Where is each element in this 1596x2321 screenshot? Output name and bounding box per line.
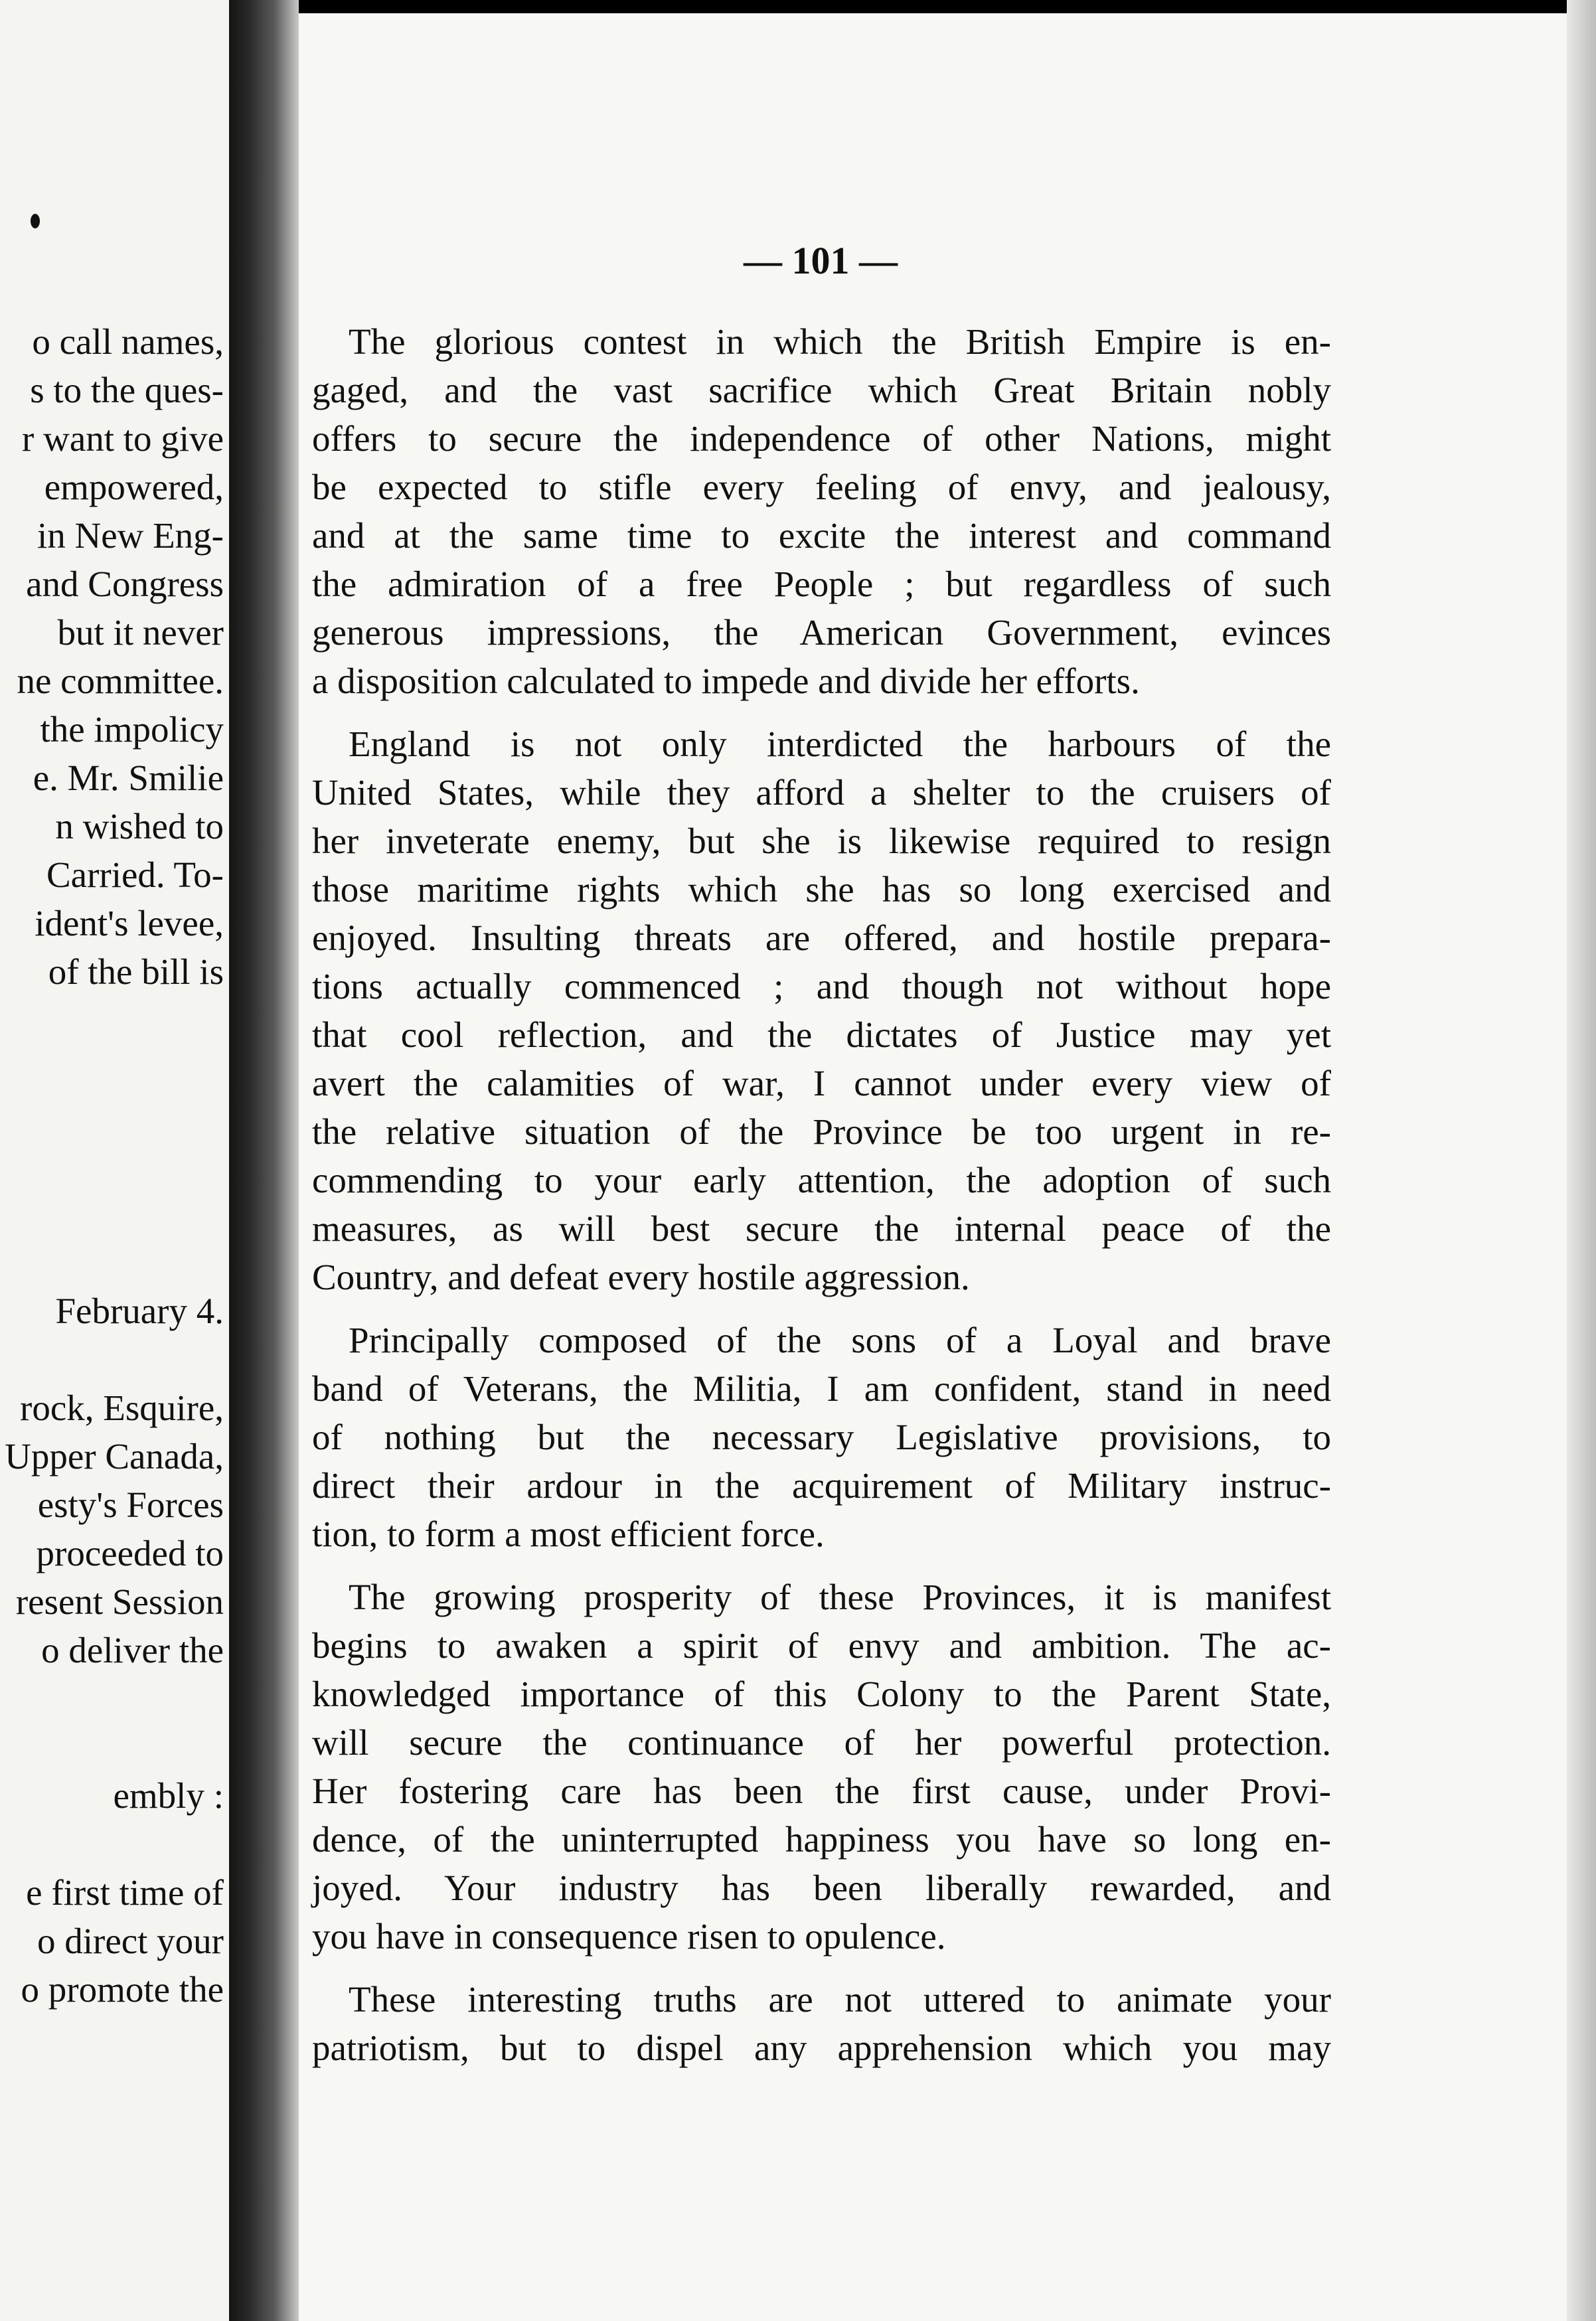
text-line: be expected to stifle every feeling of envy, and jealousy, bbox=[312, 467, 1331, 507]
left-page-line: o promote the bbox=[21, 1969, 224, 2010]
left-page-line: resent Session bbox=[15, 1581, 224, 1622]
text-line: knowledged importance of this Colony to the Parent State, bbox=[312, 1674, 1331, 1714]
left-page-line: o direct your bbox=[37, 1921, 224, 1961]
text-line: dence, of the uninterrupted happiness you have so long en- bbox=[312, 1819, 1331, 1860]
left-page-line: s to the ques- bbox=[30, 370, 224, 410]
page-edge bbox=[1567, 0, 1596, 2321]
left-page-line: embly : bbox=[113, 1775, 224, 1816]
text-line: The growing prosperity of these Provinces, it is manifest bbox=[349, 1577, 1331, 1617]
book-gutter-shadow bbox=[229, 0, 299, 2321]
text-line: begins to awaken a spirit of envy and ambition. The ac- bbox=[312, 1625, 1331, 1666]
left-page-line bbox=[0, 1238, 224, 1287]
paragraph bbox=[312, 1975, 1331, 2072]
text-line: the admiration of a free People ; but regardless of such bbox=[312, 564, 1331, 604]
left-page-line: Upper Canada, bbox=[5, 1436, 224, 1477]
left-page-line bbox=[0, 1335, 224, 1384]
left-page-line: empowered, bbox=[44, 467, 224, 507]
text-line: patriotism, but to dispel any apprehension which you may bbox=[312, 2028, 1331, 2068]
left-page-line: r want to give bbox=[22, 418, 224, 459]
left-page-line: e. Mr. Smilie bbox=[33, 758, 224, 798]
text-line: her inveterate enemy, but she is likewise required to resign bbox=[312, 821, 1331, 861]
paragraph bbox=[312, 317, 1331, 705]
left-page-line bbox=[0, 1044, 224, 1093]
text-line: tions actually commenced ; and though not without hope bbox=[312, 966, 1331, 1006]
left-page-line: ident's levee, bbox=[35, 903, 224, 943]
text-line: measures, as will best secure the internal peace of the bbox=[312, 1208, 1331, 1249]
left-page-line: Carried. To- bbox=[46, 854, 224, 895]
text-line: commending to your early attention, the adoption of such bbox=[312, 1160, 1331, 1200]
left-facing-page bbox=[0, 0, 229, 2321]
left-page-line: o deliver the bbox=[41, 1630, 224, 1670]
left-page-line: the impolicy bbox=[40, 709, 224, 750]
text-line: will secure the continuance of her powerful protection. bbox=[312, 1722, 1331, 1763]
text-line: band of Veterans, the Militia, I am confident, stand in need bbox=[312, 1368, 1331, 1409]
left-page-line bbox=[0, 996, 224, 1044]
left-page-line: February 4. bbox=[55, 1291, 224, 1331]
ink-dot bbox=[31, 214, 40, 228]
text-line: Her fostering care has been the first cause, under Provi- bbox=[312, 1771, 1331, 1811]
left-page-line bbox=[0, 1093, 224, 1141]
text-line: a disposition calculated to impede and divide her efforts. bbox=[312, 661, 1140, 701]
paragraph bbox=[312, 720, 1331, 1301]
left-page-line bbox=[0, 1674, 224, 1723]
paragraph bbox=[312, 1573, 1331, 1961]
text-line: Country, and defeat every hostile aggression. bbox=[312, 1257, 970, 1297]
page-number: — 101 — bbox=[744, 239, 898, 282]
left-page-line: n wished to bbox=[55, 806, 224, 846]
left-page-line: and Congress bbox=[26, 564, 224, 604]
text-line: those maritime rights which she has so long exercised and bbox=[312, 869, 1331, 910]
page-body-text bbox=[312, 317, 1331, 2087]
text-line: avert the calamities of war, I cannot under every view of bbox=[312, 1063, 1331, 1103]
left-page-line bbox=[0, 1190, 224, 1238]
left-page-text bbox=[0, 317, 224, 2014]
text-line: offers to secure the independence of other Nations, might bbox=[312, 418, 1331, 459]
text-line: England is not only interdicted the harbours of the bbox=[349, 724, 1331, 764]
left-page-line: ne committee. bbox=[17, 661, 224, 701]
left-page-line bbox=[0, 1141, 224, 1190]
left-page-line: proceeded to bbox=[36, 1533, 224, 1573]
left-page-line: in New Eng- bbox=[37, 515, 224, 556]
text-line: The glorious contest in which the British Empire is en- bbox=[349, 321, 1331, 362]
paragraph bbox=[312, 1316, 1331, 1558]
text-line: that cool reflection, and the dictates of Justice may yet bbox=[312, 1014, 1331, 1055]
text-line: enjoyed. Insulting threats are offered, and hostile prepara- bbox=[312, 918, 1331, 958]
text-line: and at the same time to excite the interest and command bbox=[312, 515, 1331, 556]
text-line: United States, while they afford a shelter to the cruisers of bbox=[312, 772, 1331, 813]
text-line: gaged, and the vast sacrifice which Great Britain nobly bbox=[312, 370, 1331, 410]
left-page-line bbox=[0, 1820, 224, 1868]
left-page-line: rock, Esquire, bbox=[20, 1388, 224, 1428]
text-line: the relative situation of the Province be too urgent in re- bbox=[312, 1111, 1331, 1152]
text-line: These interesting truths are not uttered to animate your bbox=[349, 1979, 1331, 2020]
text-line: generous impressions, the American Government, evinces bbox=[312, 612, 1331, 653]
text-line: tion, to form a most efficient force. bbox=[312, 1514, 825, 1554]
text-line: you have in consequence risen to opulence. bbox=[312, 1916, 946, 1957]
text-line: joyed. Your industry has been liberally rewarded, and bbox=[312, 1868, 1331, 1908]
left-page-line: o call names, bbox=[32, 321, 224, 362]
text-line: Principally composed of the sons of a Loyal and brave bbox=[349, 1320, 1331, 1360]
left-page-line: of the bill is bbox=[48, 951, 224, 992]
left-page-line bbox=[0, 1723, 224, 1771]
left-page-line: but it never bbox=[57, 612, 224, 653]
text-line: direct their ardour in the acquirement of Military instruc- bbox=[312, 1465, 1331, 1506]
left-page-line: e first time of bbox=[26, 1872, 224, 1913]
left-page-line: esty's Forces bbox=[37, 1484, 224, 1525]
text-line: of nothing but the necessary Legislative provisions, to bbox=[312, 1417, 1331, 1457]
